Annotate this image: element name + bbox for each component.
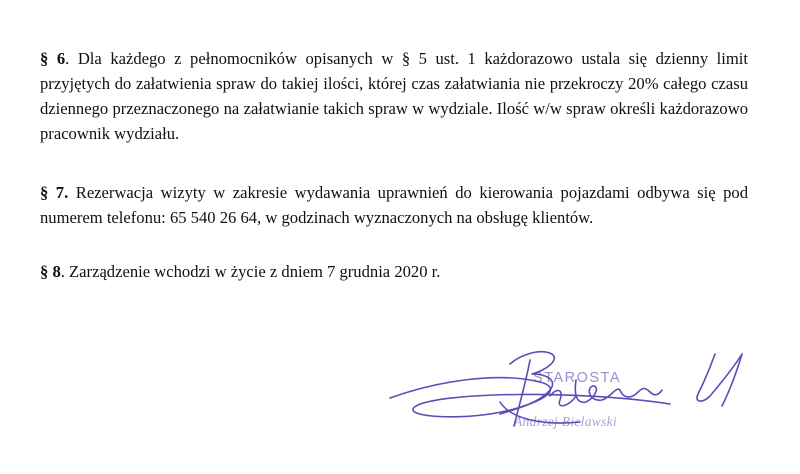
section-8-text: . Zarządzenie wchodzi w życie z dniem 7 grudnia 2020 r. [60, 262, 441, 281]
section-7-text: Rezerwacja wizyty w zakresie wydawania uprawnień do kierowania pojazdami odbywa się pod numerem telefonu: 65 540 26 64, w godzinach wyznaczonych na obsługę klientów. [40, 183, 749, 227]
stamp-name: Andrzej Bielawski [514, 414, 617, 429]
stamp-title: STAROSTA [533, 370, 621, 386]
paragraph-section-6 [40, 46, 748, 146]
section-8-mark: § 8 [40, 262, 61, 281]
section-7-mark: § 7. [40, 183, 69, 202]
section-6-mark: § 6 [40, 49, 66, 68]
handwritten-signature [380, 330, 780, 470]
paragraph-section-7 [40, 180, 748, 230]
section-6-text: . Dla każdego z pełnomocników opisanych w § 5 ust. 1 każdorazowo ustala się dzienny limit przyjętych do załatwienia spraw do takiej ilości, której czas załatwiania nie przekroczy 20% całego czasu dziennego przeznaczonego na załatwianie takich spraw w wydziale. Ilość w/w spraw określi każdorazowo pracownik wydziału. [40, 49, 748, 143]
paragraph-section-8 [40, 259, 748, 284]
signature-block [380, 330, 780, 470]
